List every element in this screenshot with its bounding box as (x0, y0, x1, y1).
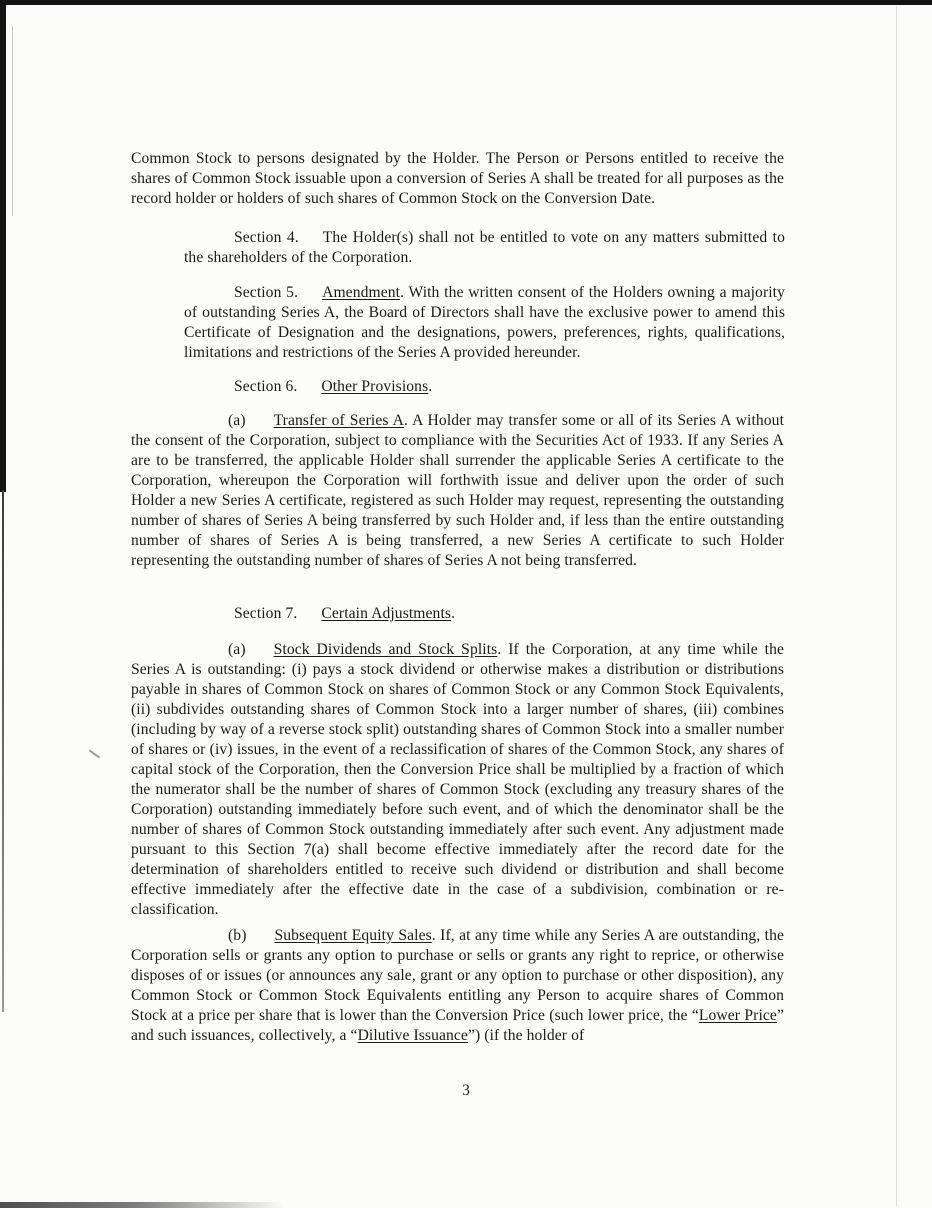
paragraph-subsequent-equity-sales: (b) Subsequent Equity Sales. If, at any time while any Series A are outstanding, the Corporation sells or grants any option to purchase or sells or grants any right to reprice, or otherwise disposes of or issues (or announces any sale, grant or any option to purchase or other disposition), any Common Stock or Common Stock Equivalents entitling any Person to acquire shares of Common Stock at a price per share that is lower than the Conversion Price (such lower price, the “Lower Price” and such issuances, collectively, a “Dilutive Issuance”) (if the holder of (131, 927, 784, 1044)
paragraph-transfer-of-series-a: (a) Transfer of Series A. A Holder may transfer some or all of its Series A without the consent of the Corporation, subject to compliance with the Securities Act of 1933. If any Series A are to be transferred, the applicable Holder shall surrender the applicable Series A certificate to the Corporation, whereupon the Corporation will forthwith issue and deliver upon the order of such Holder a new Series A certificate, registered as such Holder may request, representing the outstanding number of shares of Series A being transferred by such Holder and, if less than the entire outstanding number of shares of Series A is being transferred, a new Series A certificate to such Holder representing the outstanding number of shares of Series A not being transferred. (131, 412, 784, 569)
paragraph-stock-dividends-splits: (a) Stock Dividends and Stock Splits. If the Corporation, at any time while the Series A is outstanding: (i) pays a stock dividend or otherwise makes a distribution or distributions payable in shares of Common Stock on shares of Common Stock or any Common Stock Equivalents, (ii) subdivides outstanding shares of Common Stock into a larger number of shares, (iii) combines (including by way of a reverse stock split) outstanding shares of Common Stock into a smaller number of shares or (iv) issues, in the event of a reclassification of shares of the Common Stock, any shares of capital stock of the Corporation, then the Conversion Price shall be multiplied by a fraction of which the numerator shall be the number of shares of Common Stock (excluding any treasury shares of the Corporation) outstanding immediately before such event, and of which the denominator shall be the number of shares of Common Stock outstanding immediately after such event. Any adjustment made pursuant to this Section 7(a) shall become effective immediately after the record date for the determination of shareholders entitled to receive such dividend or distribution and shall become effective immediately after the effective date in the case of a subdivision, combination or re-classification. (131, 641, 784, 918)
paragraph-section-4: Section 4. The Holder(s) shall not be entitled to vote on any matters submitted to the shareholders of the Corporation. (184, 229, 785, 266)
paragraph-section-5-amendment: Section 5. Amendment. With the written consent of the Holders owning a majority of outstanding Series A, the Board of Directors shall have the exclusive power to amend this Certificate of Designation and the designations, powers, preferences, rights, qualifications, limitations and restrictions of the Series A provided hereunder. (184, 284, 785, 361)
heading-section-6-other-provisions: Section 6. Other Provisions. (234, 378, 433, 395)
page-number: 3 (462, 1082, 470, 1099)
heading-section-7-certain-adjustments: Section 7. Certain Adjustments. (234, 605, 456, 622)
paragraph-intro: Common Stock to persons designated by the Holder. The Person or Persons entitled to receive the shares of Common Stock issuable upon a conversion of Series A shall be treated for all purposes as the record holder or holders of such shares of Common Stock on the Conversion Date. (131, 150, 784, 207)
